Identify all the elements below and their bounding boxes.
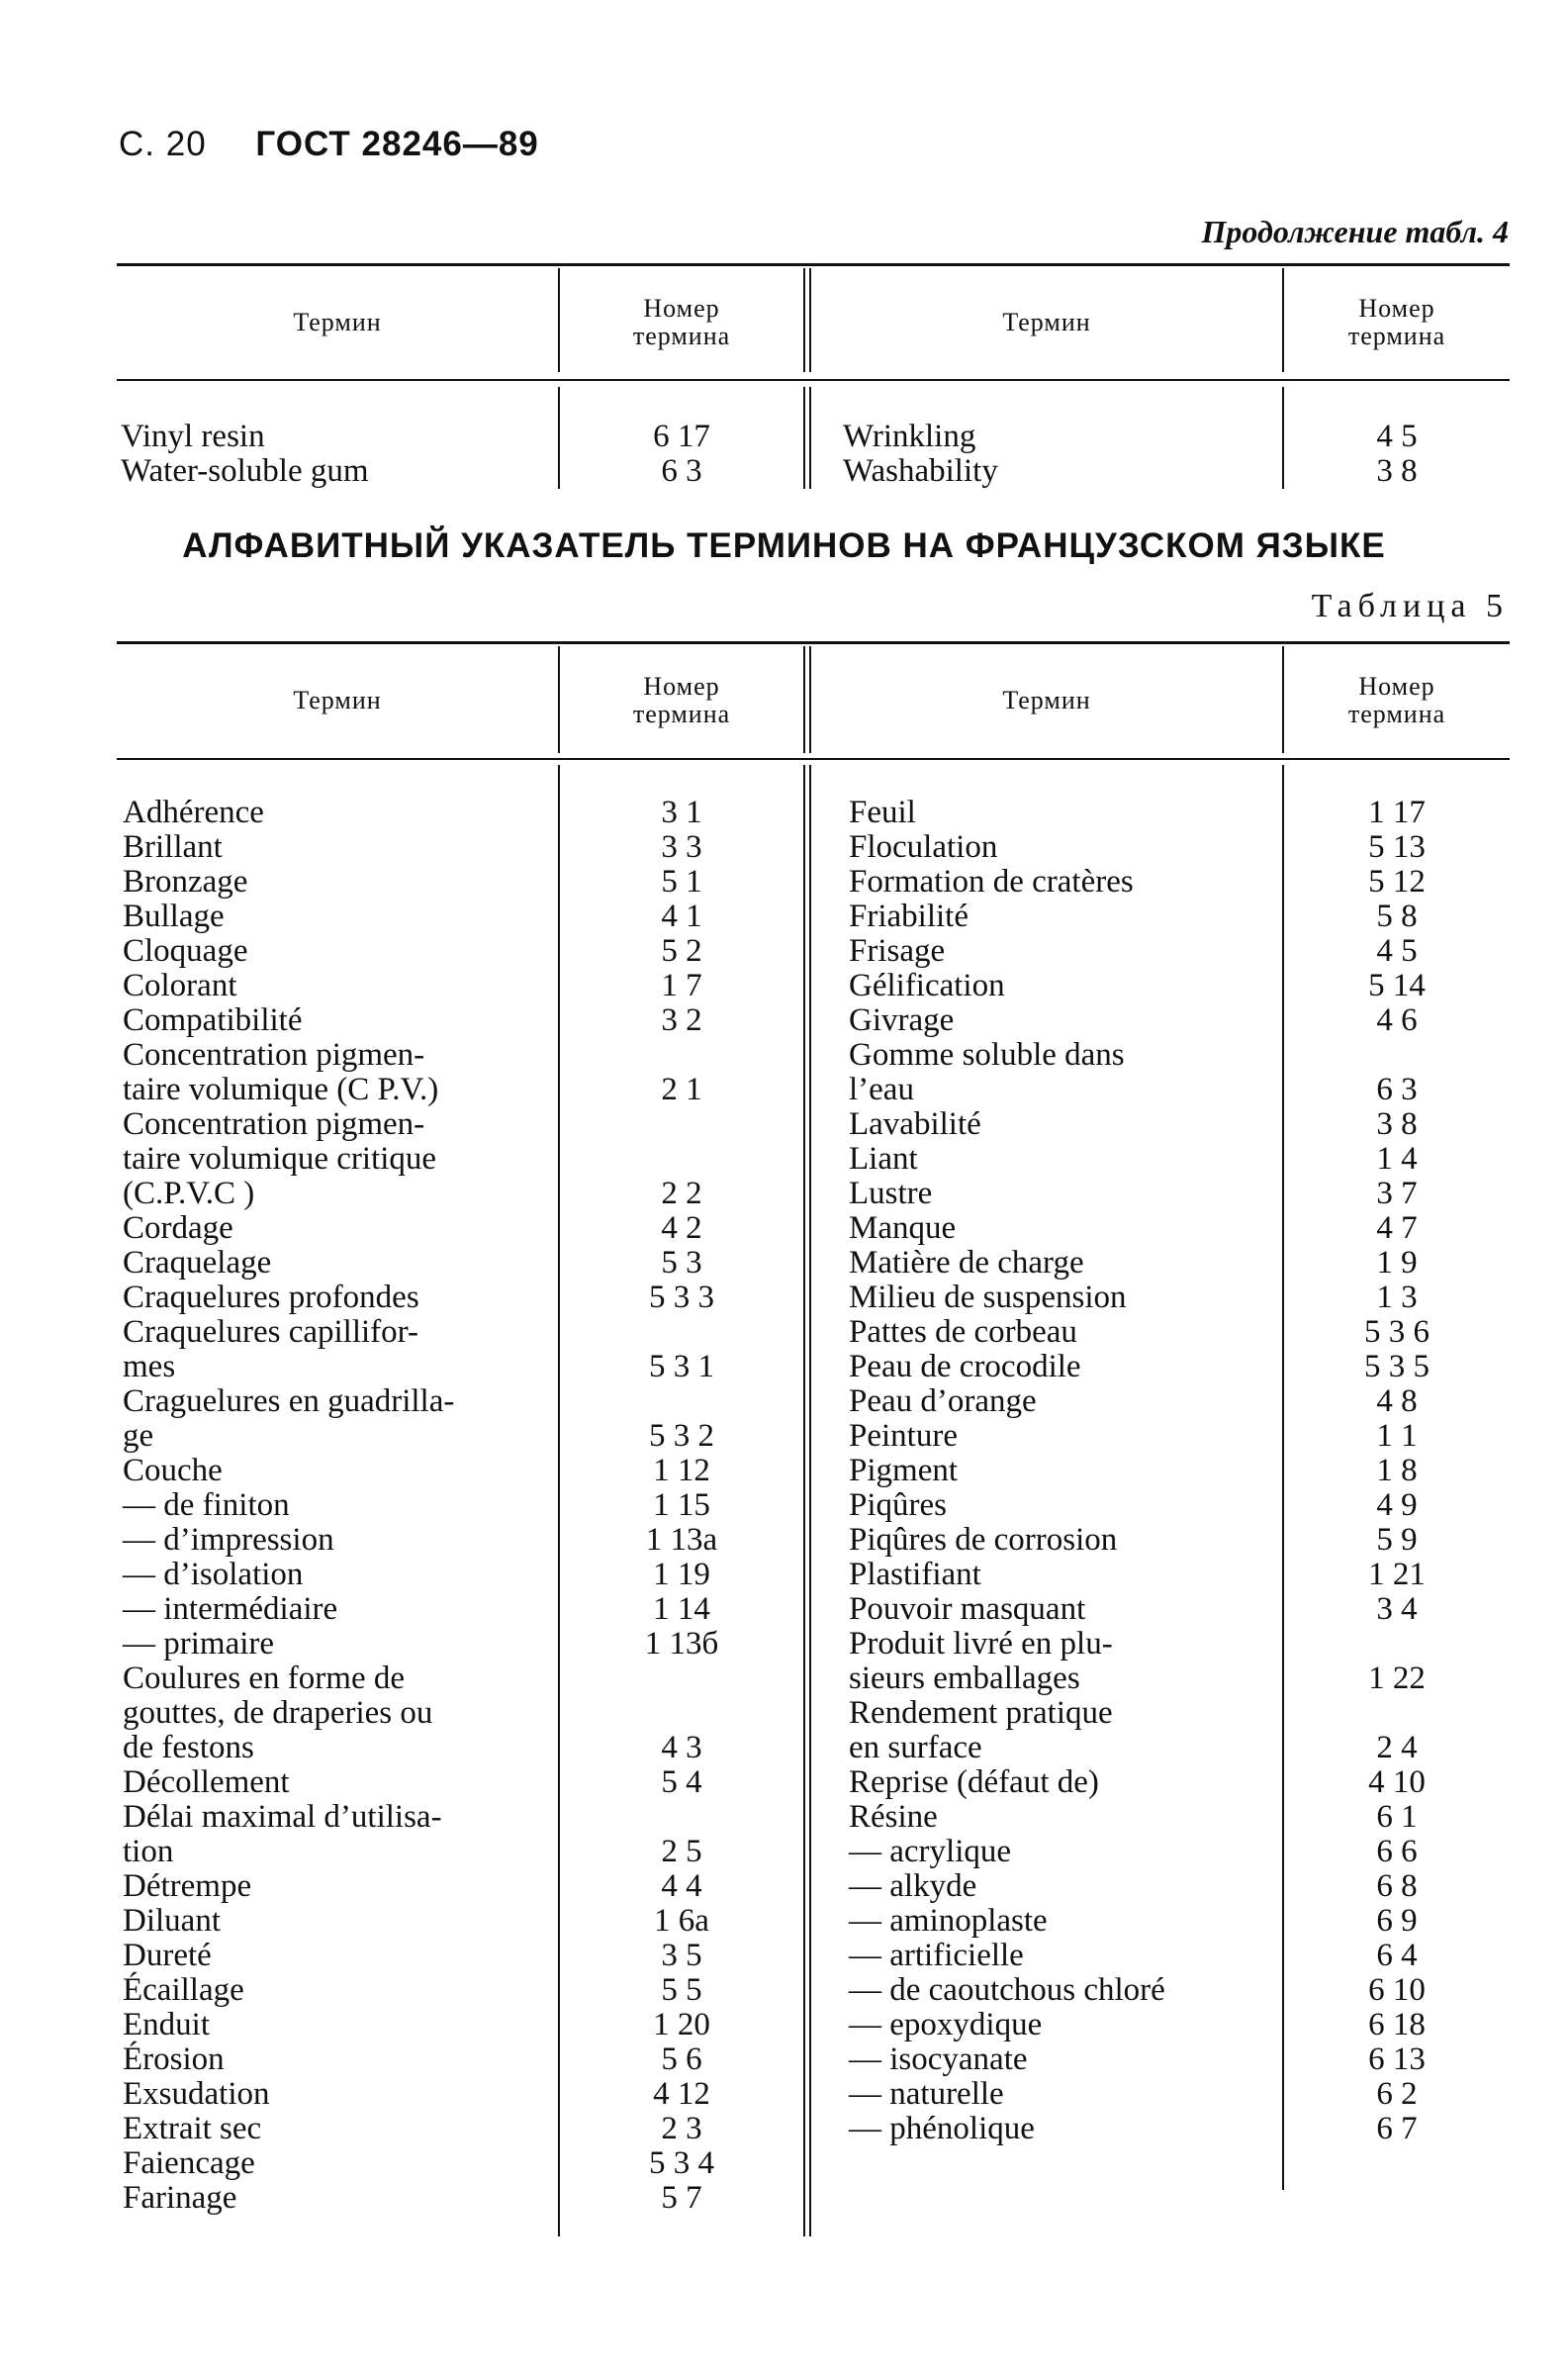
term-number: 1 13a — [645, 1522, 718, 1558]
list-item: Pigment — [849, 1453, 959, 1488]
table5-header-rule — [117, 758, 1510, 760]
list-item: Rendement pratique — [849, 1695, 1113, 1731]
list-item: Pattes de corbeau — [849, 1314, 1077, 1350]
term-number: 5 7 — [661, 2180, 702, 2216]
term-number: 1 17 — [1368, 795, 1426, 830]
table4-center-divider — [803, 268, 811, 372]
list-item: — phénolique — [849, 2111, 1035, 2146]
term-number — [560, 1696, 803, 1731]
list-item: Piqûres de corrosion — [849, 1522, 1118, 1558]
term-number: 4 5 — [1376, 419, 1418, 454]
term-number: 5 9 — [1376, 1522, 1418, 1558]
term-number: 3 7 — [1376, 1176, 1418, 1211]
list-item: Cordage — [123, 1210, 233, 1246]
table5-top-rule — [117, 641, 1510, 644]
table5-left-numbers — [560, 796, 803, 2216]
list-item: Dureté — [123, 1938, 212, 1973]
list-item: Piqûres — [849, 1487, 947, 1523]
term-number: 6 3 — [1376, 1072, 1418, 1107]
table5-header-term: Термин — [293, 686, 382, 714]
table4-caption: Продолжение табл. 4 — [1201, 214, 1509, 249]
term-number: 1 20 — [653, 2007, 710, 2042]
list-item: Compatibilité — [123, 1002, 303, 1038]
term-number: 1 7 — [661, 968, 702, 1003]
term-number: 5 3 1 — [649, 1349, 714, 1384]
table4-left-terms — [121, 420, 546, 489]
term-number: 4 5 — [1376, 933, 1418, 969]
term-number: 5 12 — [1368, 864, 1426, 900]
term-number — [560, 1142, 803, 1177]
table4-right-numbers — [1284, 420, 1510, 489]
term-number: 6 1 — [1376, 1799, 1418, 1835]
term-number: 6 18 — [1368, 2007, 1426, 2042]
term-number: 6 17 — [653, 419, 710, 454]
table5-right-numbers — [1284, 796, 1510, 2146]
term-number: 6 2 — [1376, 2076, 1418, 2112]
list-item: taire volumique (C P.V.) — [123, 1072, 439, 1107]
term-number: 4 1 — [661, 899, 702, 934]
term-number: 2 3 — [661, 2111, 702, 2146]
term-number: 1 12 — [653, 1453, 710, 1488]
table4-right-terms — [843, 420, 1268, 489]
term-number: 3 5 — [661, 1938, 702, 1973]
list-item: Wrinkling — [843, 419, 976, 454]
list-item: — aminoplaste — [849, 1903, 1048, 1939]
section-heading: АЛФАВИТНЫЙ УКАЗАТЕЛЬ ТЕРМИНОВ НА ФРАНЦУЗСКОМ ЯЗЫКЕ — [182, 526, 1386, 565]
term-number: 5 6 — [661, 2042, 702, 2077]
term-number: 4 2 — [661, 1210, 702, 1246]
list-item: Diluant — [123, 1903, 221, 1939]
term-number: 1 15 — [653, 1487, 710, 1523]
list-item: Colorant — [123, 968, 237, 1003]
table4-top-rule — [117, 263, 1510, 266]
list-item: — isocyanate — [849, 2042, 1028, 2077]
standard-code: ГОСТ 28246—89 — [255, 125, 539, 163]
term-number — [560, 1038, 803, 1073]
term-number: 4 12 — [653, 2076, 710, 2112]
term-number: 4 4 — [661, 1868, 702, 1904]
term-number: 2 5 — [661, 1834, 702, 1869]
table5-left-terms — [123, 796, 554, 2216]
term-number: 5 3 3 — [649, 1280, 714, 1315]
list-item: Peau de crocodile — [849, 1349, 1081, 1384]
list-item: Frisage — [849, 933, 946, 969]
page-number: С. 20 — [119, 125, 207, 163]
list-item: Concentration pigmen- — [123, 1106, 425, 1142]
term-number: 5 1 — [661, 864, 702, 900]
list-item: Farinage — [123, 2180, 237, 2216]
table5-center-divider — [803, 765, 811, 2236]
list-item: Manque — [849, 1210, 957, 1246]
table5-right-terms — [849, 796, 1280, 2146]
table4-header-term: Термин — [1002, 308, 1091, 336]
list-item: l’eau — [849, 1072, 914, 1107]
table5-caption: Таблица 5 — [1311, 588, 1509, 624]
list-item: Extrait sec — [123, 2111, 262, 2146]
term-number: 5 2 — [661, 933, 702, 969]
list-item: mes — [123, 1349, 176, 1384]
list-item: Water-soluble gum — [121, 453, 369, 489]
list-item: Washability — [843, 453, 998, 489]
list-item: — intermédiaire — [123, 1591, 338, 1627]
term-number: 5 14 — [1368, 968, 1426, 1003]
term-number: 6 13 — [1368, 2042, 1426, 2077]
list-item: Lustre — [849, 1176, 933, 1211]
list-item: Bronzage — [123, 864, 248, 900]
list-item: — acrylique — [849, 1834, 1012, 1869]
term-number — [560, 1662, 803, 1696]
list-item: Délai maximal d’utilisa- — [123, 1799, 442, 1835]
table5-header-term: Термин — [1002, 686, 1091, 714]
list-item: — primaire — [123, 1626, 275, 1662]
list-item: Givrage — [849, 1002, 955, 1038]
term-number: 6 8 — [1376, 1868, 1418, 1904]
table5-header-number: Номер термина — [632, 672, 731, 728]
term-number: 4 7 — [1376, 1210, 1418, 1246]
list-item: Floculation — [849, 829, 998, 865]
list-item: Friabilité — [849, 899, 968, 934]
term-number: 1 9 — [1376, 1245, 1418, 1281]
list-item: de festons — [123, 1730, 254, 1765]
list-item: Adhérence — [123, 795, 264, 830]
list-item: (C.P.V.C ) — [123, 1176, 255, 1211]
list-item: Détrempe — [123, 1868, 252, 1904]
term-number: 5 3 2 — [649, 1418, 714, 1454]
list-item: Craguelures en guadrilla- — [123, 1383, 455, 1419]
list-item: tion — [123, 1834, 174, 1869]
list-item: Lavabilité — [849, 1106, 981, 1142]
list-item: — d’isolation — [123, 1557, 304, 1592]
term-number: 6 10 — [1368, 1972, 1426, 2008]
term-number: 5 3 5 — [1364, 1349, 1430, 1384]
list-item: — alkyde — [849, 1868, 977, 1904]
term-number: 1 8 — [1376, 1453, 1418, 1488]
table4 — [117, 263, 1510, 496]
term-number — [560, 1384, 803, 1419]
term-number: 2 2 — [661, 1176, 702, 1211]
list-item: Matière de charge — [849, 1245, 1084, 1281]
term-number: 4 9 — [1376, 1487, 1418, 1523]
list-item: — de caoutchous chloré — [849, 1972, 1165, 2008]
term-number: 6 6 — [1376, 1834, 1418, 1869]
term-number: 3 8 — [1376, 453, 1418, 489]
list-item: taire volumique critique — [123, 1141, 437, 1177]
list-item: Enduit — [123, 2007, 210, 2042]
page-header — [119, 125, 539, 164]
term-number: 1 6a — [654, 1903, 709, 1939]
list-item: Vinyl resin — [121, 419, 265, 454]
term-number: 1 14 — [653, 1591, 710, 1627]
list-item: sieurs emballages — [849, 1661, 1080, 1696]
term-number: 5 3 — [661, 1245, 702, 1281]
term-number — [1284, 1627, 1510, 1662]
list-item: — naturelle — [849, 2076, 1004, 2112]
table4-left-numbers — [560, 420, 803, 489]
term-number: 5 4 — [661, 1764, 702, 1800]
term-number: 3 1 — [661, 795, 702, 830]
list-item: Écaillage — [123, 1972, 244, 2008]
list-item: Couche — [123, 1453, 223, 1488]
term-number: 5 5 — [661, 1972, 702, 2008]
term-number — [560, 1107, 803, 1142]
table4-header-term: Термин — [293, 308, 382, 336]
term-number: 1 21 — [1368, 1557, 1426, 1592]
list-item: Craquelage — [123, 1245, 272, 1281]
table4-center-divider — [803, 387, 811, 489]
table4-header-number: Номер термина — [1347, 294, 1446, 350]
list-item: Cloquage — [123, 933, 248, 969]
term-number: 3 4 — [1376, 1591, 1418, 1627]
list-item: Milieu de suspension — [849, 1280, 1127, 1315]
term-number: 4 6 — [1376, 1002, 1418, 1038]
term-number — [1284, 1696, 1510, 1731]
list-item: Gélification — [849, 968, 1005, 1003]
term-number: 4 3 — [661, 1730, 702, 1765]
list-item: Brillant — [123, 829, 223, 865]
list-item: Décollement — [123, 1764, 290, 1800]
list-item: — artificielle — [849, 1938, 1024, 1973]
table5-center-divider — [803, 646, 811, 753]
term-number: 5 13 — [1368, 829, 1426, 865]
term-number: 1 1 — [1376, 1418, 1418, 1454]
term-number: 3 2 — [661, 1002, 702, 1038]
table4-header-rule — [117, 379, 1510, 381]
list-item: Érosion — [123, 2042, 225, 2077]
list-item: Reprise (défaut de) — [849, 1764, 1099, 1800]
list-item: — d’impression — [123, 1522, 334, 1558]
term-number: 1 4 — [1376, 1141, 1418, 1177]
list-item: ge — [123, 1418, 154, 1454]
table4-header-number: Номер термина — [632, 294, 731, 350]
list-item: — epoxydique — [849, 2007, 1043, 2042]
term-number: 6 3 — [661, 453, 702, 489]
term-number: 4 10 — [1368, 1764, 1426, 1800]
list-item: Formation de cratères — [849, 864, 1134, 900]
list-item: Faiencage — [123, 2145, 255, 2181]
list-item: Pouvoir masquant — [849, 1591, 1086, 1627]
term-number: 3 8 — [1376, 1106, 1418, 1142]
term-number: 3 3 — [661, 829, 702, 865]
list-item: Peinture — [849, 1418, 958, 1454]
term-number: 6 9 — [1376, 1903, 1418, 1939]
list-item: Craquelures profondes — [123, 1280, 419, 1315]
term-number: 5 3 6 — [1364, 1314, 1430, 1350]
table5-header-number: Номер термина — [1347, 672, 1446, 728]
term-number: 2 4 — [1376, 1730, 1418, 1765]
list-item: en surface — [849, 1730, 982, 1765]
list-item: Craquelures capillifor- — [123, 1314, 418, 1350]
term-number — [1284, 1038, 1510, 1073]
list-item: Liant — [849, 1141, 918, 1177]
term-number: 1 3 — [1376, 1280, 1418, 1315]
list-item: Peau d’orange — [849, 1383, 1037, 1419]
list-item: Exsudation — [123, 2076, 270, 2112]
table5 — [117, 641, 1510, 2246]
term-number — [560, 1800, 803, 1835]
list-item: Gomme soluble dans — [849, 1037, 1125, 1073]
term-number: 6 7 — [1376, 2111, 1418, 2146]
term-number: 4 8 — [1376, 1383, 1418, 1419]
list-item: gouttes, de draperies ou — [123, 1695, 433, 1731]
list-item: Bullage — [123, 899, 225, 934]
list-item: Feuil — [849, 795, 916, 830]
list-item: Plastifiant — [849, 1557, 981, 1592]
list-item: Coulures en forme de — [123, 1661, 405, 1696]
term-number: 1 19 — [653, 1557, 710, 1592]
list-item: Produit livré en plu- — [849, 1626, 1113, 1662]
term-number: 1 22 — [1368, 1661, 1426, 1696]
list-item: Concentration pigmen- — [123, 1037, 425, 1073]
list-item: — de finiton — [123, 1487, 290, 1523]
term-number: 6 4 — [1376, 1938, 1418, 1973]
term-number: 2 1 — [661, 1072, 702, 1107]
term-number: 5 8 — [1376, 899, 1418, 934]
list-item: Résine — [849, 1799, 938, 1835]
term-number: 5 3 4 — [649, 2145, 714, 2181]
term-number: 1 13б — [644, 1626, 719, 1662]
term-number — [560, 1315, 803, 1350]
